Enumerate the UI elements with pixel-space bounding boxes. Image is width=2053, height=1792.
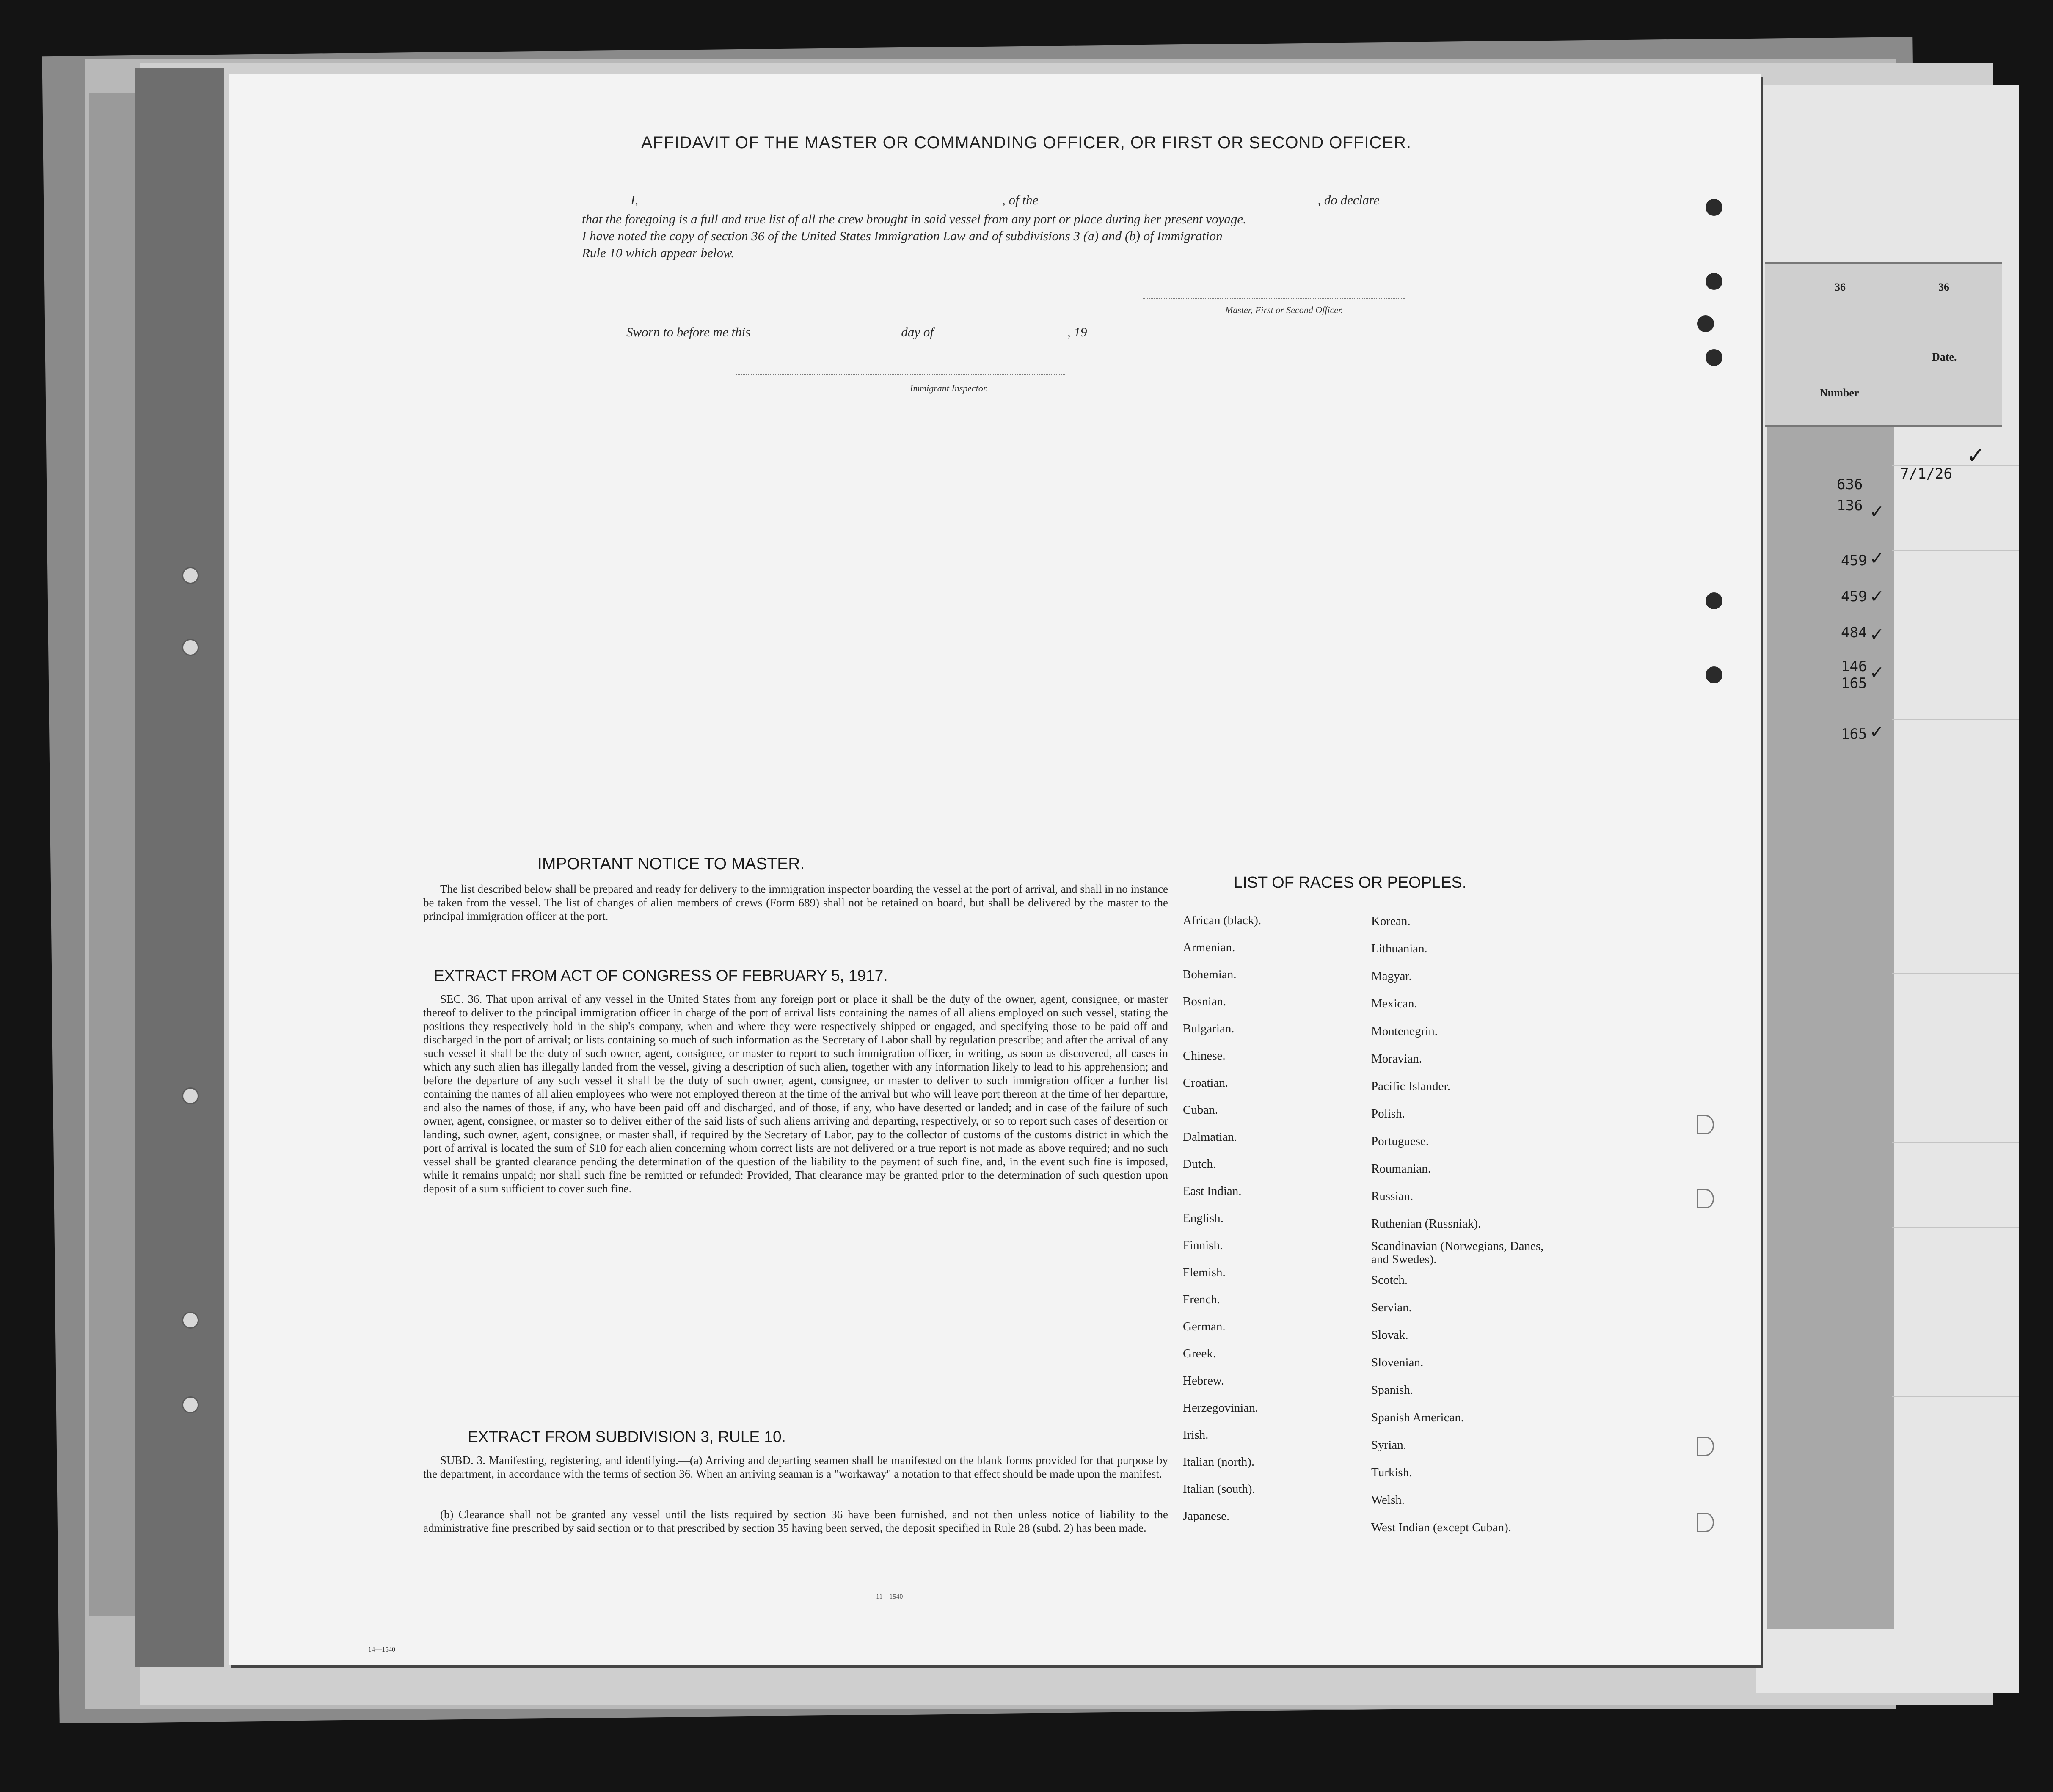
race-item: German. [1183,1320,1226,1333]
race-item: Magyar. [1371,969,1412,983]
race-item: Chinese. [1183,1049,1226,1063]
race-item: Moravian. [1371,1052,1422,1065]
ledger-line [1892,1227,2019,1228]
race-item: Syrian. [1371,1438,1406,1452]
manifest-number: 165 [1841,675,1867,692]
punch-hole [1697,1189,1714,1208]
affidavit-of-the: , of the [1002,193,1039,207]
punch-hole [1706,666,1722,683]
affidavit-title: AFFIDAVIT OF THE MASTER OR COMMANDING OFFICER, OR FIRST OR SECOND OFFICER. [641,133,1411,152]
punch-hole [1706,592,1722,609]
race-item: East Indian. [1183,1184,1242,1198]
manifest-number: 459 [1841,588,1867,605]
race-item: Welsh. [1371,1493,1405,1507]
race-item: Flemish. [1183,1266,1226,1279]
ledger-line [1892,1142,2019,1143]
manifest-number: 165 [1841,726,1867,743]
punch-hole [182,1396,199,1413]
sworn-line [626,325,1087,340]
punch-hole [182,567,199,584]
handwritten-date: 7/1/26 [1900,465,1952,482]
manifest-number: 459 [1841,552,1867,569]
race-item: Croatian. [1183,1076,1229,1090]
punch-hole [1697,1115,1714,1134]
race-item: Lithuanian. [1371,942,1427,955]
column-number: 36 [1835,281,1846,293]
races-title: LIST OF RACES OR PEOPLES. [1234,874,1467,892]
race-item: Turkish. [1371,1466,1412,1479]
inspector-signature-line [736,374,1066,375]
race-item: Polish. [1371,1107,1405,1120]
race-item: Slovenian. [1371,1356,1424,1369]
affidavit-form-page [229,74,1761,1665]
punch-hole [1697,1437,1714,1456]
race-item: Roumanian. [1371,1162,1431,1175]
race-item: Italian (north). [1183,1455,1255,1469]
footer-form-number: 14—1540 [368,1646,395,1653]
race-item: Spanish. [1371,1383,1414,1397]
notice-text: The list described below shall be prepared and ready for delivery to the immigration inspector boarding the vessel at the port of arrival, and shall in no instance be taken from the vessel. The list of changes of alien members of crews (Form 689) shall not be retained on board, but shall be delivered by the master to the principal immigration officer at the port. [423,883,1168,922]
subdivision-text-a: SUBD. 3. Manifesting, registering, and identifying.—(a) Arriving and departing seamen shall be manifested on the blank forms provided for that purpose by the department, in accordance with the terms of section 36. When an arriving seaman is a "workaway" a notation to that effect should be made upon the manifest. [423,1454,1168,1480]
punch-hole [182,1312,199,1329]
race-item: Japanese. [1183,1509,1230,1523]
race-item: Russian. [1371,1189,1414,1203]
ledger-line [1892,550,2019,551]
manifest-number: 146 [1841,658,1867,675]
ledger-line [1892,973,2019,974]
tick-mark-icon: ✓ [1871,719,1883,743]
race-item: Greek. [1183,1347,1216,1360]
tick-mark-icon: ✓ [1871,546,1883,570]
race-item: Cuban. [1183,1103,1218,1117]
punch-hole [1706,349,1722,366]
race-item: African (black). [1183,914,1262,927]
day-of-label: day of [901,325,934,339]
manifest-number: 484 [1841,624,1867,641]
master-signature-label: Master, First or Second Officer. [1225,305,1343,315]
race-item: Italian (south). [1183,1482,1255,1496]
race-item: French. [1183,1293,1220,1306]
affidavit-line-1 [631,193,1655,208]
race-item: Korean. [1371,914,1411,928]
subdivision-title: EXTRACT FROM SUBDIVISION 3, RULE 10. [468,1428,786,1445]
punch-hole [182,1087,199,1104]
manifest-column-shade [1767,262,1894,1629]
inspector-signature-label: Immigrant Inspector. [910,383,988,394]
date-header: Date. [1932,351,1957,363]
race-item: Hebrew. [1183,1374,1224,1387]
race-item: Mexican. [1371,997,1417,1010]
race-item: Slovak. [1371,1328,1408,1342]
manifest-number: 136 [1837,497,1863,514]
binding-strip [135,68,224,1667]
sworn-label: Sworn to before me this [626,325,751,339]
manifest-number: 636 [1837,476,1863,493]
affidavit-declare: , do declare [1317,193,1380,207]
race-item: Portuguese. [1371,1134,1429,1148]
affidavit-i: I, [631,193,639,207]
race-item: Bulgarian. [1183,1022,1235,1035]
subdivision-text-b: (b) Clearance shall not be granted any vessel until the lists required by section 36 have been furnished, and not then unless notice of liability to the administrative fine prescribed by said section or to that prescribed by section 35 having been served, the deposit specified in Rule 28 (subd. 2) has been made. [423,1508,1168,1534]
act-text: SEC. 36. That upon arrival of any vessel in the United States from any foreign port or place it shall be the duty of the owner, agent, consignee, or master thereof to deliver to the principal immigration officer in charge of the port of arrival lists containing the names of all aliens employed on such vessel, stating the positions they respectively hold in the ship's company, when and where they were respectively shipped or engaged, and specifying those to be paid off and discharged in the port of arrival; or lists containing so much of such information as the Secretary of Labor shall by regulation prescribe; and after the arrival of any such vessel it shall be the duty of such owner, agent, consignee, or master to report to such immigration officer, in writing, as soon as discovered, all cases in which any such alien has illegally landed from the vessel, giving a description of such alien, together with any information likely to lead to his apprehension; and before the departure of any such vessel it shall be the duty of such owner, agent, consignee, or master to deliver to such immigration officer a further list containing the names of all alien employees who were not employed thereon at the time of the arrival but who will leave port thereon at the time of her departure, and also the names of those, if any, who have been paid off and discharged, and of those, if any, who have deserted or landed; and in case of the failure of such owner, agent, consignee, or master so to deliver either of the said lists of such aliens arriving and departing, respectively, or so to report such cases of desertion or landing, such owner, agent, consignee, or master shall, if required by the Secretary of Labor, pay to the collector of customs of the customs district in which the port of arrival is located the sum of $10 for each alien concerning whom correct lists are not delivered or a true report is not made as above required; and no such vessel shall be granted clearance pending the determination of the question of the liability to the payment of such fine, and, in the event such fine is imposed, while it remains unpaid; nor shall such fine be remitted or refunded: Provided, That clearance may be granted prior to the determination of such question upon deposit of a sum sufficient to cover such fine. [423,993,1168,1195]
race-item: Pacific Islander. [1371,1079,1450,1093]
affidavit-line-3: I have noted the copy of section 36 of the United States Immigration Law and of subdivisions 3 (a) and (b) of Immigration [582,228,1223,243]
race-item: Dalmatian. [1183,1130,1237,1144]
ledger-line [1892,719,2019,720]
tick-mark-icon: ✓ [1871,584,1883,608]
affidavit-line-2: that the foregoing is a full and true list of all the crew brought in said vessel from any port or place during her present voyage. [582,212,1246,226]
race-item: Bosnian. [1183,995,1226,1008]
master-signature-line [1143,298,1405,299]
manifest-header [1765,262,2002,427]
binding-strip [89,93,140,1616]
punch-hole [1706,199,1722,216]
race-item: Servian. [1371,1301,1412,1314]
punch-hole [1697,315,1714,332]
act-title: EXTRACT FROM ACT OF CONGRESS OF FEBRUARY 5, 1917. [434,967,888,984]
race-item: Finnish. [1183,1239,1223,1252]
punch-hole [182,639,199,656]
race-item: Herzegovinian. [1183,1401,1258,1415]
number-header: Number [1820,387,1859,399]
race-item: Bohemian. [1183,968,1237,981]
column-number: 36 [1938,281,1949,293]
race-item: Dutch. [1183,1157,1216,1171]
race-item: Irish. [1183,1428,1209,1442]
form-number: 11—1540 [876,1593,903,1600]
tick-mark-icon: ✓ [1871,622,1883,646]
checkmark-icon: ✓ [1968,440,1984,470]
notice-title: IMPORTANT NOTICE TO MASTER. [537,855,805,873]
race-item: West Indian (except Cuban). [1371,1521,1512,1534]
race-item: Armenian. [1183,941,1235,954]
race-item: Ruthenian (Russniak). [1371,1217,1481,1230]
race-item: Scotch. [1371,1273,1408,1287]
race-item: English. [1183,1211,1224,1225]
affidavit-line-4: Rule 10 which appear below. [582,245,735,260]
race-item: Montenegrin. [1371,1024,1438,1038]
punch-hole [1706,273,1722,290]
race-item: Spanish American. [1371,1411,1464,1424]
tick-mark-icon: ✓ [1871,499,1883,523]
year-label: , 19 [1067,325,1087,339]
punch-hole [1697,1513,1714,1532]
tick-mark-icon: ✓ [1871,660,1883,684]
race-item: Scandinavian (Norwegians, Danes, and Swedes). [1371,1239,1544,1266]
ledger-line [1892,1396,2019,1397]
